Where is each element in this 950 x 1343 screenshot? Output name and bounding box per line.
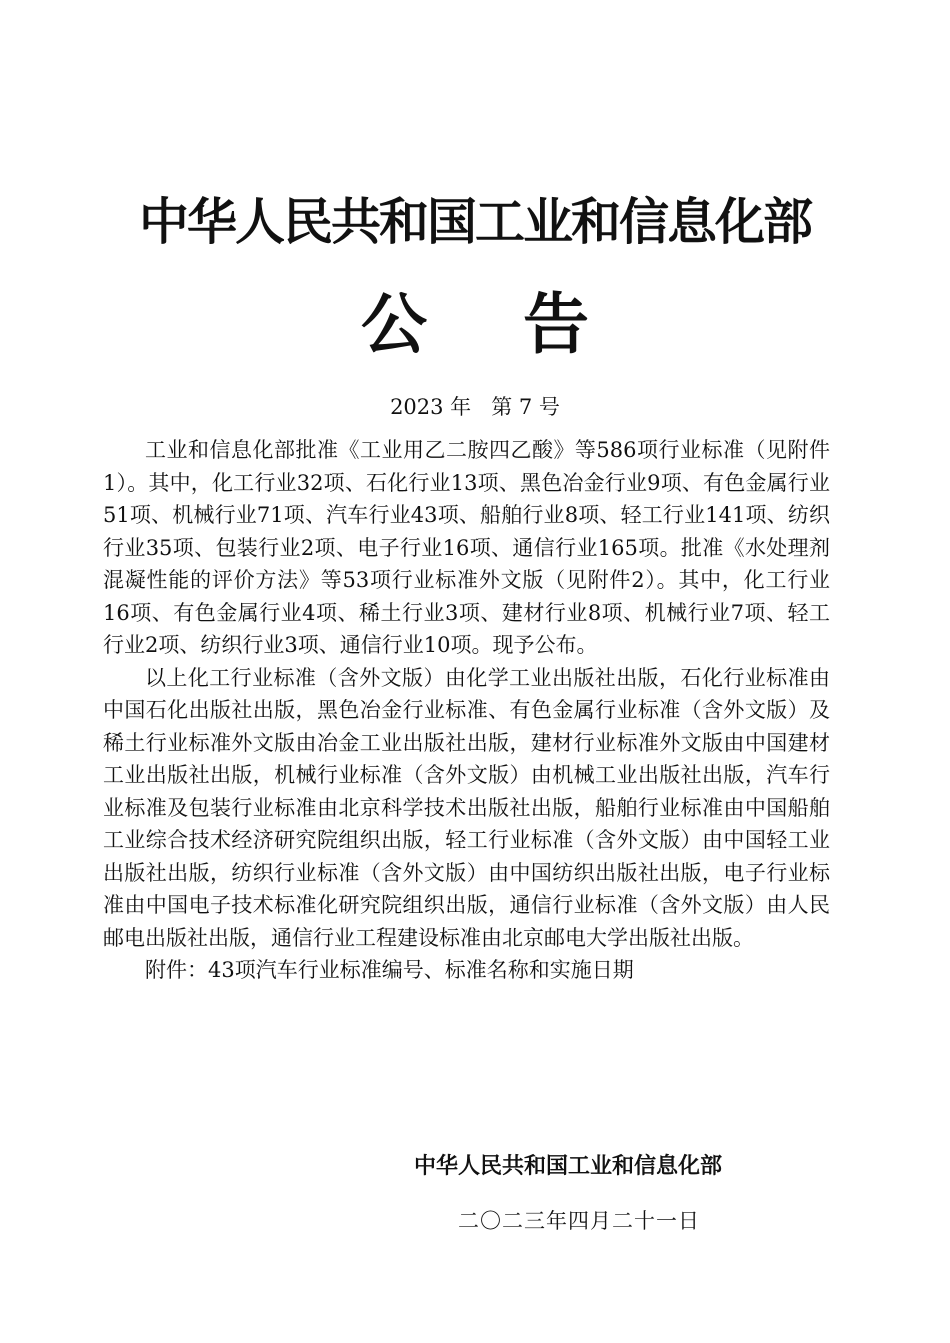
announcement-body (103, 434, 830, 987)
issuing-organization-title: 中华人民共和国工业和信息化部 (139, 193, 811, 251)
document-number: 2023 年 第 7 号 (390, 395, 560, 419)
signature-date: 二〇二三年四月二十一日 (458, 1209, 700, 1233)
document-type-heading: 公告 (361, 285, 685, 363)
body-paragraph-publishers: 以上化工行业标准（含外文版）由化学工业出版社出版，石化行业标准由中国石化出版社出版，黑色冶金行业标准、有色金属行业标准（含外文版）及稀土行业标准外文版由冶金工业出版社出版，建材行业标准外文版由中国建材工业出版社出版，机械行业标准（含外文版）由机械工业出版社出版，汽车行业标准及包装行业标准由北京科学技术出版社出版，船舶行业标准由中国船舶工业综合技术经济研究院组织出版，轻工行业标准（含外文版）由中国轻工业出版社出版，纺织行业标准（含外文版）由中国纺织出版社出版，电子行业标准由中国电子技术标准化研究院组织出版，通信行业标准（含外文版）由人民邮电出版社出版，通信行业工程建设标准由北京邮电大学出版社出版。 (103, 665, 830, 950)
body-paragraph-standards-approval: 工业和信息化部批准《工业用乙二胺四乙酸》等586项行业标准（见附件1）。其中，化工行业32项、石化行业13项、黑色冶金行业9项、有色金属行业51项、机械行业71项、汽车行业43项、船舶行业8项、轻工行业141项、纺织行业35项、包装行业2项、电子行业16项、通信行业165项。批准《水处理剂混凝性能的评价方法》等53项行业标准外文版（见附件2）。其中，化工行业16项、有色金属行业4项、稀土行业3项、建材行业8项、机械行业7项、轻工行业2项、纺织行业3项、通信行业10项。现予公布。 (103, 438, 830, 657)
signature-organization: 中华人民共和国工业和信息化部 (414, 1153, 723, 1179)
attachment-note: 附件：43项汽车行业标准编号、标准名称和实施日期 (145, 958, 634, 982)
